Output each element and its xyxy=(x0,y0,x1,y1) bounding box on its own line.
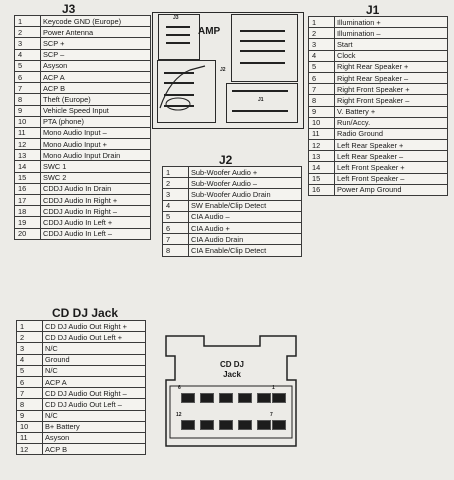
jack-pin xyxy=(238,420,252,430)
pin-function: Theft (Europe) xyxy=(41,94,151,105)
pin-number: 3 xyxy=(309,39,335,50)
jack-pin xyxy=(272,393,286,403)
pin-function: Right Front Speaker + xyxy=(335,84,448,95)
pin-number: 15 xyxy=(15,172,41,183)
pin-number: 9 xyxy=(15,105,41,116)
pin-number: 10 xyxy=(17,421,43,432)
pin-number: 3 xyxy=(17,343,43,354)
pin-number: 17 xyxy=(15,195,41,206)
pin-label-12: 12 xyxy=(176,412,182,418)
pin-label-1: 1 xyxy=(272,385,275,391)
pin-function: CD DJ Audio Out Right – xyxy=(43,388,146,399)
pin-function: CD DJ Audio Out Left – xyxy=(43,399,146,410)
jack-pin xyxy=(238,393,252,403)
j1-connector-label: J1 xyxy=(258,97,264,103)
pin-function: CIA Audio Drain xyxy=(189,234,302,245)
j2-connector-label: J2 xyxy=(220,67,226,73)
pin-function: Power Antenna xyxy=(41,27,151,38)
pin-number: 11 xyxy=(15,127,41,138)
pin-number: 4 xyxy=(163,200,189,211)
pin-function: B+ Battery xyxy=(43,421,146,432)
pin-function: Mono Audio Input – xyxy=(41,127,151,138)
jack-pin xyxy=(200,393,214,403)
j2-title: J2 xyxy=(219,153,233,167)
pin-number: 1 xyxy=(15,16,41,27)
pin-number: 5 xyxy=(163,211,189,222)
pin-function: Keycode GND (Europe) xyxy=(41,16,151,27)
pin-function: ACP A xyxy=(43,376,146,387)
pin-function: CIA Enable/Clip Detect xyxy=(189,245,302,256)
jack-pin xyxy=(181,393,195,403)
pin-number: 8 xyxy=(17,399,43,410)
pin-number: 20 xyxy=(15,228,41,239)
pin-number: 4 xyxy=(309,50,335,61)
pin-function: ACP B xyxy=(41,83,151,94)
pin-function: SCP – xyxy=(41,49,151,60)
j3-connector-label: J3 xyxy=(173,15,179,21)
pin-function: CDDJ Audio In Left – xyxy=(41,228,151,239)
pin-number: 1 xyxy=(163,167,189,178)
pin-number: 5 xyxy=(15,60,41,71)
pin-number: 7 xyxy=(309,84,335,95)
pin-number: 13 xyxy=(309,151,335,162)
pin-function: N/C xyxy=(43,343,146,354)
pin-function: CDDJ Audio In Drain xyxy=(41,183,151,194)
pin-function: CD DJ Audio Out Right + xyxy=(43,321,146,332)
pin-number: 2 xyxy=(309,28,335,39)
pin-number: 1 xyxy=(17,321,43,332)
pin-function: Clock xyxy=(335,50,448,61)
pin-function: N/C xyxy=(43,410,146,421)
pin-function: ACP B xyxy=(43,444,146,455)
pin-function: Radio Ground xyxy=(335,128,448,139)
pin-number: 9 xyxy=(309,106,335,117)
pin-number: 11 xyxy=(309,128,335,139)
pin-function: Asyson xyxy=(41,60,151,71)
pin-function: CDDJ Audio In Right – xyxy=(41,206,151,217)
pin-function: Right Rear Speaker + xyxy=(335,61,448,72)
pin-number: 16 xyxy=(309,184,335,195)
jack-pin xyxy=(257,420,271,430)
pin-function: Right Rear Speaker – xyxy=(335,72,448,83)
pin-function: Left Front Speaker + xyxy=(335,162,448,173)
pin-function: Left Rear Speaker + xyxy=(335,140,448,151)
pin-function: CDDJ Audio In Right + xyxy=(41,195,151,206)
pin-number: 7 xyxy=(15,83,41,94)
pin-function: Mono Audio Input + xyxy=(41,139,151,150)
pin-number: 3 xyxy=(15,38,41,49)
pin-function: PTA (phone) xyxy=(41,116,151,127)
amp-label: AMP xyxy=(198,26,221,37)
pin-function: Sub-Woofer Audio – xyxy=(189,178,302,189)
pin-function: Illumination + xyxy=(335,17,448,28)
pin-function: ACP A xyxy=(41,71,151,82)
pin-function: Start xyxy=(335,39,448,50)
pin-function: Asyson xyxy=(43,432,146,443)
pin-function: Sub-Woofer Audio + xyxy=(189,167,302,178)
pin-number: 19 xyxy=(15,217,41,228)
pin-number: 4 xyxy=(17,354,43,365)
pin-number: 9 xyxy=(17,410,43,421)
pin-label-6: 6 xyxy=(178,385,181,391)
pin-function: Sub-Woofer Audio Drain xyxy=(189,189,302,200)
pin-function: SWC 2 xyxy=(41,172,151,183)
pin-function: CIA Audio + xyxy=(189,222,302,233)
j1-title: J1 xyxy=(366,3,380,17)
pin-number: 7 xyxy=(17,388,43,399)
pin-number: 14 xyxy=(15,161,41,172)
pin-function: Left Front Speaker – xyxy=(335,173,448,184)
pin-function: Ground xyxy=(43,354,146,365)
pin-function: CDDJ Audio In Left + xyxy=(41,217,151,228)
pin-function: Run/Accy. xyxy=(335,117,448,128)
pin-number: 2 xyxy=(17,332,43,343)
cddj-title: CD DJ Jack xyxy=(52,306,119,320)
pin-number: 5 xyxy=(17,365,43,376)
jack-pin xyxy=(181,420,195,430)
pin-function: V. Battery + xyxy=(335,106,448,117)
pin-function: N/C xyxy=(43,365,146,376)
pin-number: 3 xyxy=(163,189,189,200)
pin-number: 2 xyxy=(15,27,41,38)
pin-number: 6 xyxy=(15,71,41,82)
pin-function: SWC 1 xyxy=(41,161,151,172)
pin-function: Right Front Speaker – xyxy=(335,95,448,106)
pin-number: 8 xyxy=(15,94,41,105)
pin-number: 14 xyxy=(309,162,335,173)
pin-number: 16 xyxy=(15,183,41,194)
pin-function: Mono Audio Input Drain xyxy=(41,150,151,161)
pin-number: 12 xyxy=(17,444,43,455)
jack-pin xyxy=(200,420,214,430)
pin-function: CD DJ Audio Out Left + xyxy=(43,332,146,343)
pin-function: Vehicle Speed Input xyxy=(41,105,151,116)
pin-number: 2 xyxy=(163,178,189,189)
pin-number: 10 xyxy=(15,116,41,127)
jack-pin xyxy=(219,393,233,403)
jack-pin xyxy=(257,393,271,403)
jack-pin xyxy=(219,420,233,430)
cddj-jack-title: CD DJ Jack xyxy=(219,360,244,379)
pin-function: Power Amp Ground xyxy=(335,184,448,195)
pin-number: 8 xyxy=(309,95,335,106)
pin-number: 12 xyxy=(15,139,41,150)
pin-function: SW Enable/Clip Detect xyxy=(189,200,302,211)
pin-number: 6 xyxy=(163,222,189,233)
pin-number: 11 xyxy=(17,432,43,443)
pin-label-7: 7 xyxy=(270,412,273,418)
pin-function: CIA Audio – xyxy=(189,211,302,222)
pin-number: 5 xyxy=(309,61,335,72)
pin-number: 8 xyxy=(163,245,189,256)
jack-pin xyxy=(272,420,286,430)
pin-function: SCP + xyxy=(41,38,151,49)
pin-number: 6 xyxy=(17,376,43,387)
pin-number: 1 xyxy=(309,17,335,28)
pin-number: 15 xyxy=(309,173,335,184)
pin-function: Illumination – xyxy=(335,28,448,39)
pin-number: 7 xyxy=(163,234,189,245)
pin-function: Left Rear Speaker – xyxy=(335,151,448,162)
pin-number: 4 xyxy=(15,49,41,60)
pin-number: 10 xyxy=(309,117,335,128)
j3-title: J3 xyxy=(62,2,76,16)
pin-number: 12 xyxy=(309,140,335,151)
pin-number: 18 xyxy=(15,206,41,217)
pin-number: 13 xyxy=(15,150,41,161)
pin-number: 6 xyxy=(309,72,335,83)
